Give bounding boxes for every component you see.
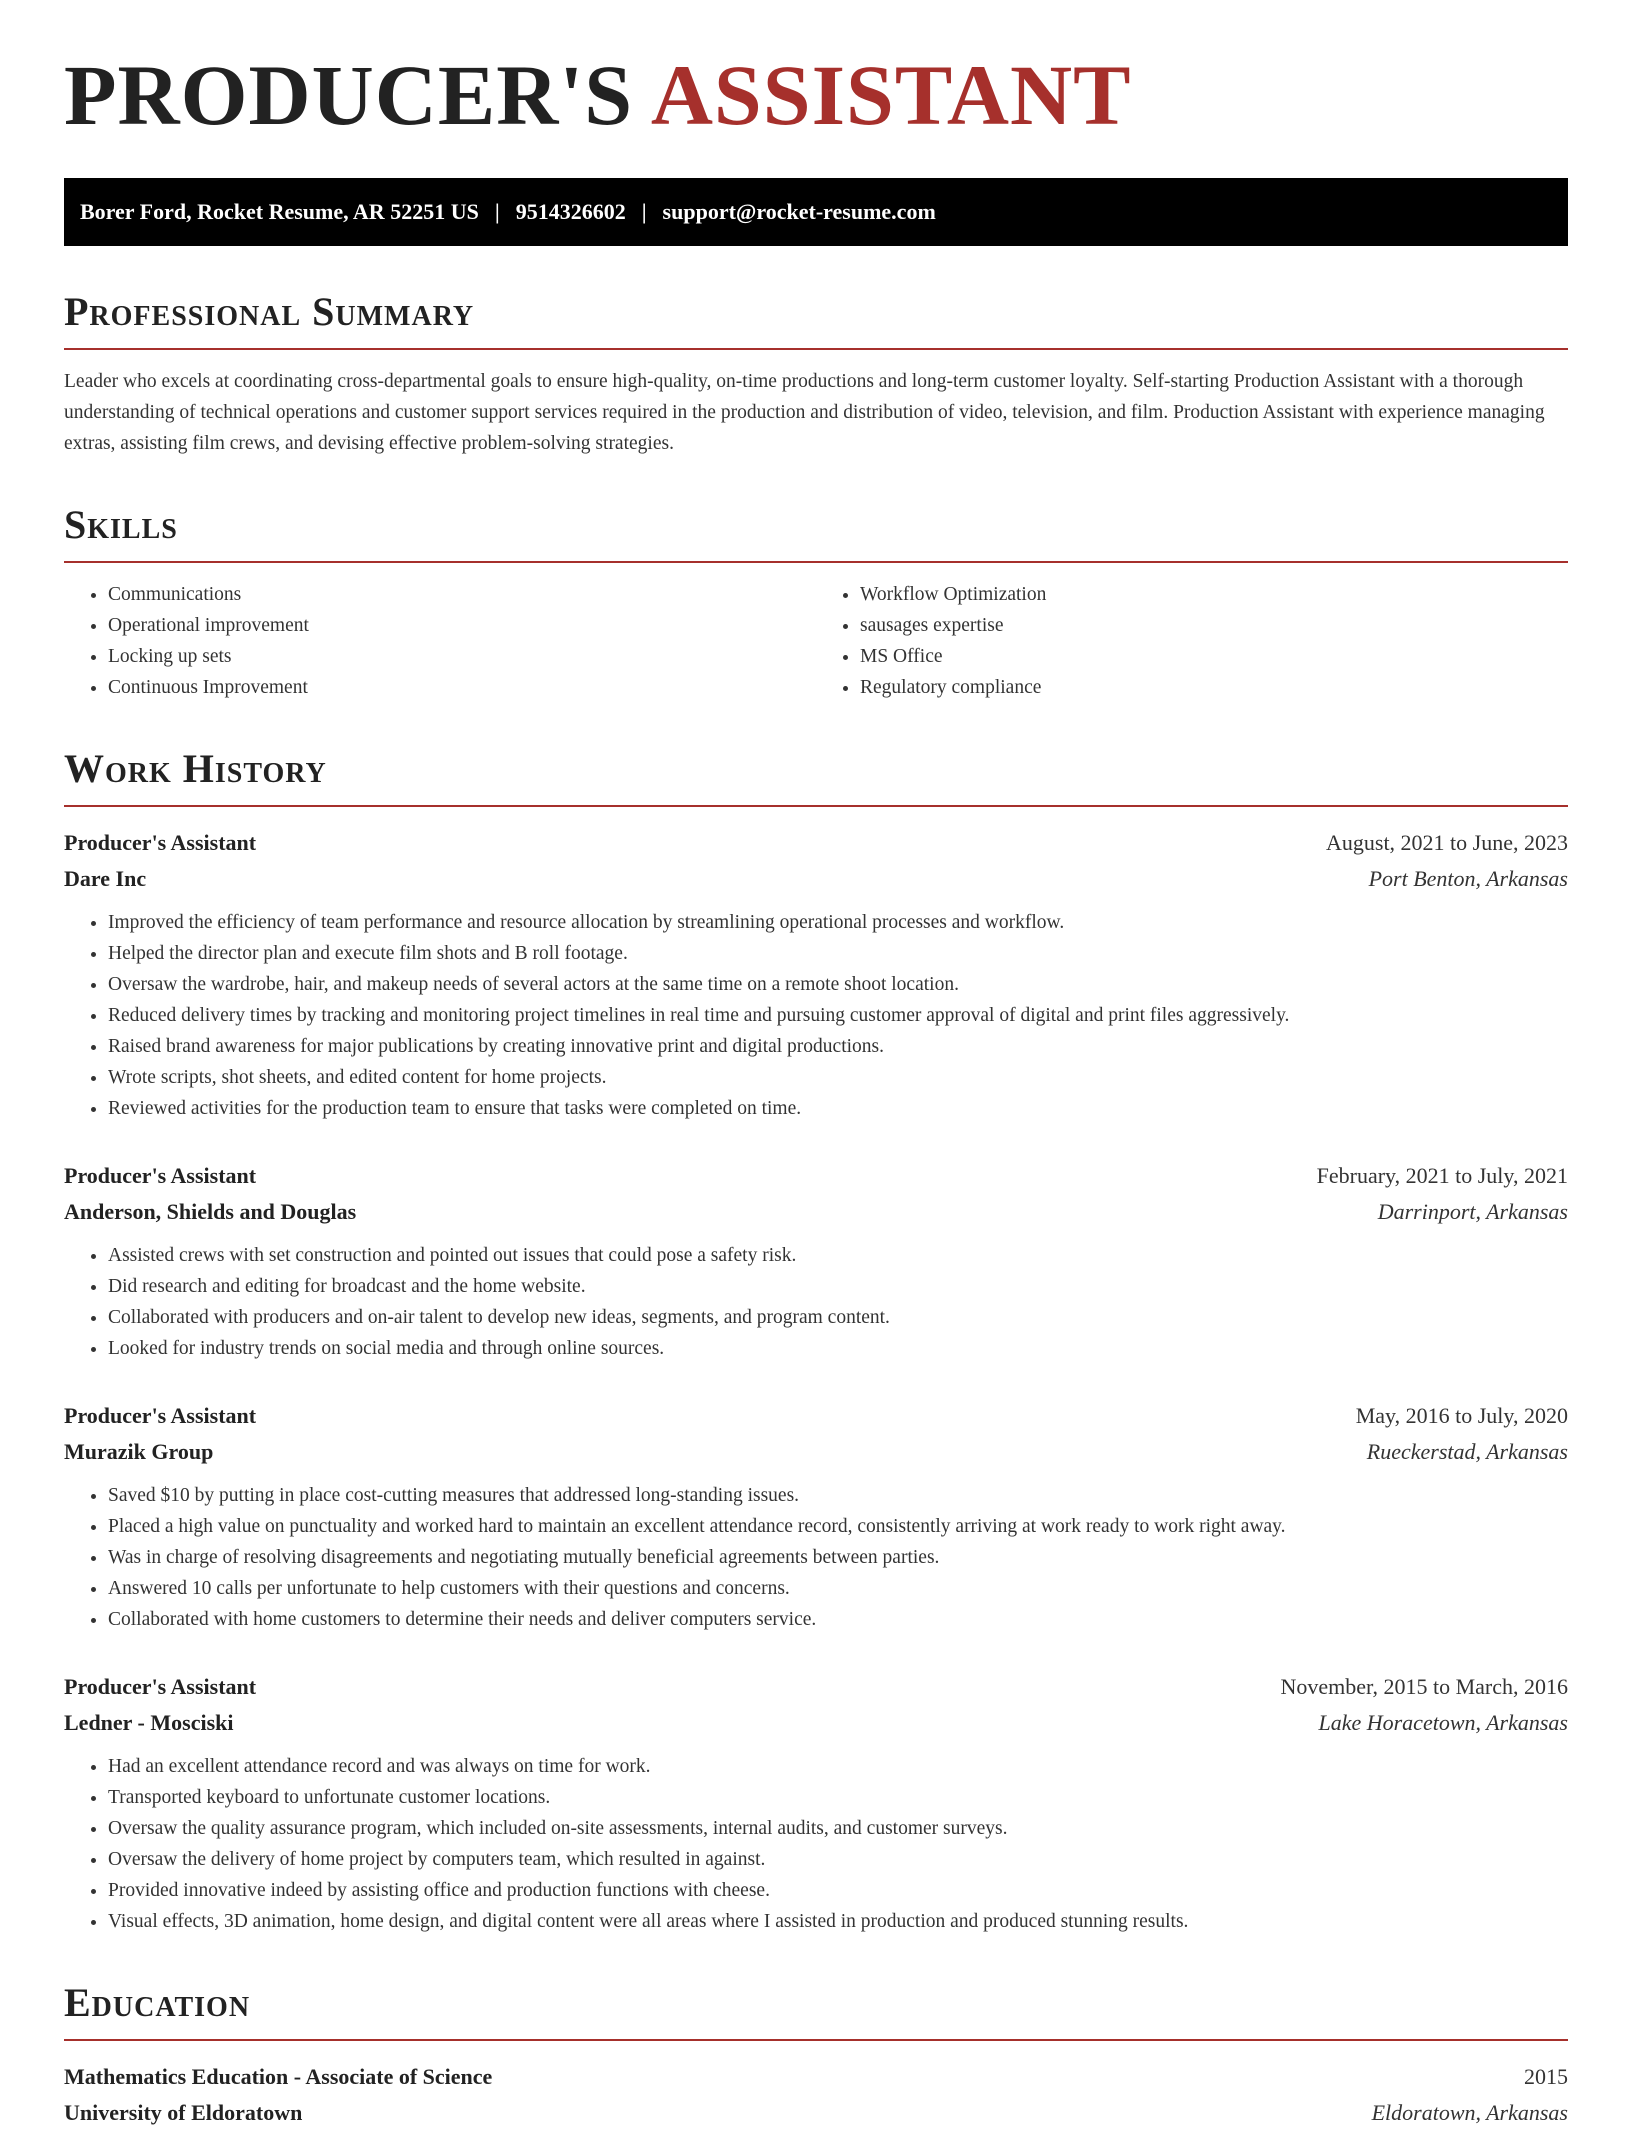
summary-heading: Professional Summary [64,290,1568,350]
job-bullet: • Reviewed activities for the production team to ensure that tasks were completed on time. [108,1093,1568,1124]
job-bullet: • Improved the efficiency of team performance and resource allocation by streamlining operational processes and workflow. [108,907,1568,938]
job-bullet: • Looked for industry trends on social media and through online sources. [108,1333,1568,1364]
job-bullet: • Helped the director plan and execute film shots and B roll footage. [108,938,1568,969]
job-bullet: • Oversaw the delivery of home project by computers team, which resulted in against. [108,1844,1568,1875]
job-bullet: • Saved $10 by putting in place cost-cutting measures that addressed long-standing issues. [108,1480,1568,1511]
job-bullet: • Oversaw the quality assurance program, which included on-site assessments, internal audits, and customer surveys. [108,1813,1568,1844]
job-entry [64,1158,1568,1364]
job-bullets [64,1751,1568,1937]
job-entry [64,825,1568,1124]
title-main: PRODUCER'S [64,47,634,143]
job-location: Darrinport, Arkansas [1377,1199,1568,1224]
skills-list [64,579,1568,703]
contact-address: Borer Ford, Rocket Resume, AR 52251 US [80,199,479,224]
job-bullets [64,1240,1568,1364]
education-entry [64,2059,1568,2131]
contact-separator: | [494,199,500,224]
skill-item: • Workflow Optimization [860,579,1568,610]
job-bullet: • Wrote scripts, shot sheets, and edited content for home projects. [108,1062,1568,1093]
skills-heading: Skills [64,503,1568,563]
job-bullet: • Transported keyboard to unfortunate customer locations. [108,1782,1568,1813]
education-school: University of Eldoratown [64,2100,303,2125]
job-bullet: • Had an excellent attendance record and was always on time for work. [108,1751,1568,1782]
job-location: Port Benton, Arkansas [1368,866,1568,891]
skill-item: • Locking up sets [108,641,816,672]
contact-phone[interactable]: 9514326602 [515,199,626,224]
job-location: Lake Horacetown, Arkansas [1318,1710,1568,1735]
skill-item: • MS Office [860,641,1568,672]
skill-item: • Communications [108,579,816,610]
job-dates: February, 2021 to July, 2021 [1316,1163,1568,1188]
title-accent: ASSISTANT [650,47,1132,143]
skills-column-right [816,579,1568,703]
job-bullet: • Visual effects, 3D animation, home design, and digital content were all areas where I assisted in production and produced stunning results. [108,1906,1568,1937]
job-title: Producer's Assistant [64,1163,257,1188]
job-bullet: • Collaborated with home customers to determine their needs and deliver computers service. [108,1604,1568,1635]
job-bullet: • Provided innovative indeed by assisting office and production functions with cheese. [108,1875,1568,1906]
job-company: Dare Inc [64,866,147,891]
job-bullet: • Collaborated with producers and on-air talent to develop new ideas, segments, and program content. [108,1302,1568,1333]
job-dates: May, 2016 to July, 2020 [1355,1403,1568,1428]
job-bullet: • Reduced delivery times by tracking and monitoring project timelines in real time and pursuing customer approval of digital and print files aggressively. [108,1000,1568,1031]
contact-email[interactable]: support@rocket-resume.com [662,199,936,224]
skills-column-left [64,579,816,703]
job-entry [64,1398,1568,1635]
education-year: 2015 [1524,2064,1568,2089]
job-dates: November, 2015 to March, 2016 [1280,1674,1568,1699]
education-degree: Mathematics Education - Associate of Science [64,2064,493,2089]
job-bullet: • Answered 10 calls per unfortunate to help customers with their questions and concerns. [108,1573,1568,1604]
skill-item: • Operational improvement [108,610,816,641]
job-bullet: • Oversaw the wardrobe, hair, and makeup needs of several actors at the same time on a remote shoot location. [108,969,1568,1000]
job-title: Producer's Assistant [64,830,257,855]
skill-item: • Regulatory compliance [860,672,1568,703]
contact-bar [64,178,1568,246]
contact-separator: | [641,199,647,224]
education-location: Eldoratown, Arkansas [1371,2100,1568,2125]
job-dates: August, 2021 to June, 2023 [1326,830,1568,855]
job-bullet: • Assisted crews with set construction and pointed out issues that could pose a safety risk. [108,1240,1568,1271]
job-title: Producer's Assistant [64,1403,257,1428]
job-bullet: • Placed a high value on punctuality and worked hard to maintain an excellent attendance record, consistently arriving at work ready to work right away. [108,1511,1568,1542]
job-location: Rueckerstad, Arkansas [1366,1439,1568,1464]
job-company: Anderson, Shields and Douglas [64,1199,357,1224]
job-bullet: • Was in charge of resolving disagreements and negotiating mutually beneficial agreements between parties. [108,1542,1568,1573]
skill-item: • sausages expertise [860,610,1568,641]
education-heading: Education [64,1981,1568,2041]
job-company: Ledner - Mosciski [64,1710,234,1735]
job-bullets [64,1480,1568,1635]
work-history-heading: Work History [64,747,1568,807]
job-bullet: • Raised brand awareness for major publications by creating innovative print and digital productions. [108,1031,1568,1062]
job-bullet: • Did research and editing for broadcast and the home website. [108,1271,1568,1302]
job-company: Murazik Group [64,1439,214,1464]
resume-title [64,0,1568,143]
job-entry [64,1669,1568,1937]
summary-text: Leader who excels at coordinating cross-departmental goals to ensure high-quality, on-time productions and long-term customer loyalty. Self-starting Production Assistant with a thorough understanding of technical operations and customer support services required in the production and distribution of video, television, and film. Production Assistant with experience managing extras, assisting film crews, and devising effective problem-solving strategies. [64,371,1545,454]
job-bullets [64,907,1568,1124]
skill-item: • Continuous Improvement [108,672,816,703]
job-title: Producer's Assistant [64,1674,257,1699]
